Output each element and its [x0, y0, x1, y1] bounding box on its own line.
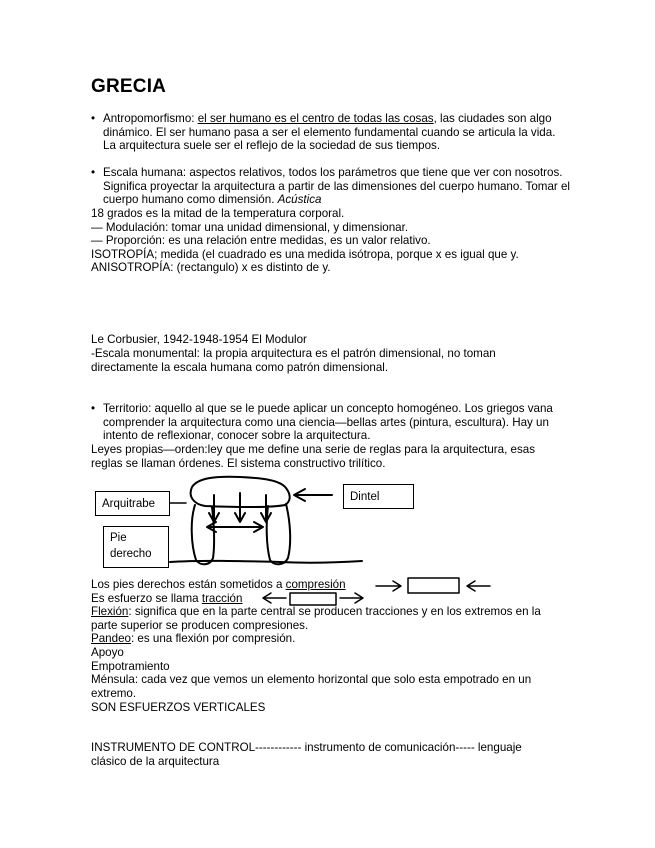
page-title: GRECIA: [91, 76, 167, 97]
corbusier-text: -Escala monumental: la propia arquitectura es el patrón dimensional, no toman directamente la escala humana como patrón dimensional.: [91, 347, 496, 374]
mensula-line: Ménsula: cada vez que vemos un elemento horizontal que solo esta empotrado en un extremo.: [91, 673, 532, 700]
text-line: ANISOTROPÍA: (rectangulo) x es distinto de y.: [91, 261, 331, 274]
bullet-icon: •: [91, 112, 96, 125]
underlined-compresion: compresión: [285, 578, 346, 591]
label-arquitrabe: Arquitrabe: [95, 491, 170, 516]
underlined-phrase: el ser humano es el centro de todas las cosas: [197, 112, 434, 125]
esfuerzos-line: SON ESFUERZOS VERTICALES: [91, 701, 266, 714]
bullet-text: Antropomorfismo:: [103, 112, 198, 125]
bullet-icon: •: [91, 402, 96, 415]
underlined-traccion: tracción: [201, 592, 243, 605]
text-line: — Modulación: tomar una unidad dimensional, y dimensionar.: [91, 221, 409, 234]
pies-line: Los pies derechos están sometidos a compresión: [91, 578, 346, 591]
left-post-shape: [192, 505, 214, 564]
label-derecho: derecho: [110, 548, 152, 560]
esfuerzo-line: Es esfuerzo se llama tracción: [91, 592, 243, 605]
bullet-text: Territorio: aquello al que se le puede aplicar un concepto homogéneo. Los griegos vana comprender la arquitectura como una ciencia—bellas artes (pintura, escultura). Hay un intento de reflexionar, conocer sobre la arquitectura.: [103, 402, 553, 443]
apoyo-line: Apoyo: [91, 646, 124, 659]
instrumento-line: INSTRUMENTO DE CONTROL------------ instrumento de comunicación----- lenguaje clásico de la arquitectura: [91, 741, 522, 768]
horizontal-arrow: [208, 522, 263, 532]
bullet-text-rest: , las ciudades son algo dinámico. El ser humano pasa a ser el elemento fundamental cuando se articula la vida. La arquitectura suele ser el reflejo de la sociedad de sus tiempos.: [103, 112, 556, 153]
corbusier-heading: Le Corbusier, 1942-1948-1954 El Modulor: [91, 333, 307, 346]
pandeo-line: Pandeo: es una flexión por compresión.: [91, 632, 296, 645]
underlined-pandeo: Pandeo: [91, 632, 131, 645]
empotramiento-line: Empotramiento: [91, 660, 170, 673]
italic-word: Acústica: [277, 193, 322, 207]
compression-bar: [408, 578, 459, 593]
bullet-text: Escala humana: aspectos relativos, todos los parámetros que tiene que ver con nosotros. Significa proyectar la arquitectura a partir de las dimensiones del cuerpo humano. Tomar el cuerpo humano como dimensión.: [103, 166, 571, 207]
text-line: 18 grados es la mitad de la temperatura corporal.: [91, 207, 345, 220]
dintel-arrow: [294, 489, 332, 501]
label-dintel: Dintel: [343, 484, 414, 509]
down-arrow-left: [209, 495, 219, 522]
down-arrow-right: [261, 495, 271, 522]
compression-arrow-right: [467, 581, 490, 591]
bullet-icon: •: [91, 166, 96, 179]
underlined-flexion: Flexión: [91, 605, 129, 618]
text-line: ISOTROPÍA; medida (el cuadrado es una medida isótropa, porque x es igual que y.: [91, 248, 519, 261]
label-pie: Pie: [110, 532, 127, 544]
flexion-line: Flexión: significa que en la parte central se producen tracciones y en los extremos en la parte superior se producen compresiones.: [91, 605, 541, 632]
text-line: — Proporción: es una relación entre medidas, es un valor relativo.: [91, 234, 431, 247]
leyes-text: Leyes propias—orden:ley que me define una serie de reglas para la arquitectura, esas reglas se llaman órdenes. El sistema constructivo trilítico.: [91, 443, 536, 470]
traction-bar: [290, 593, 336, 605]
label-pie-derecho: [103, 526, 169, 568]
traction-arrow-right: [340, 593, 363, 603]
